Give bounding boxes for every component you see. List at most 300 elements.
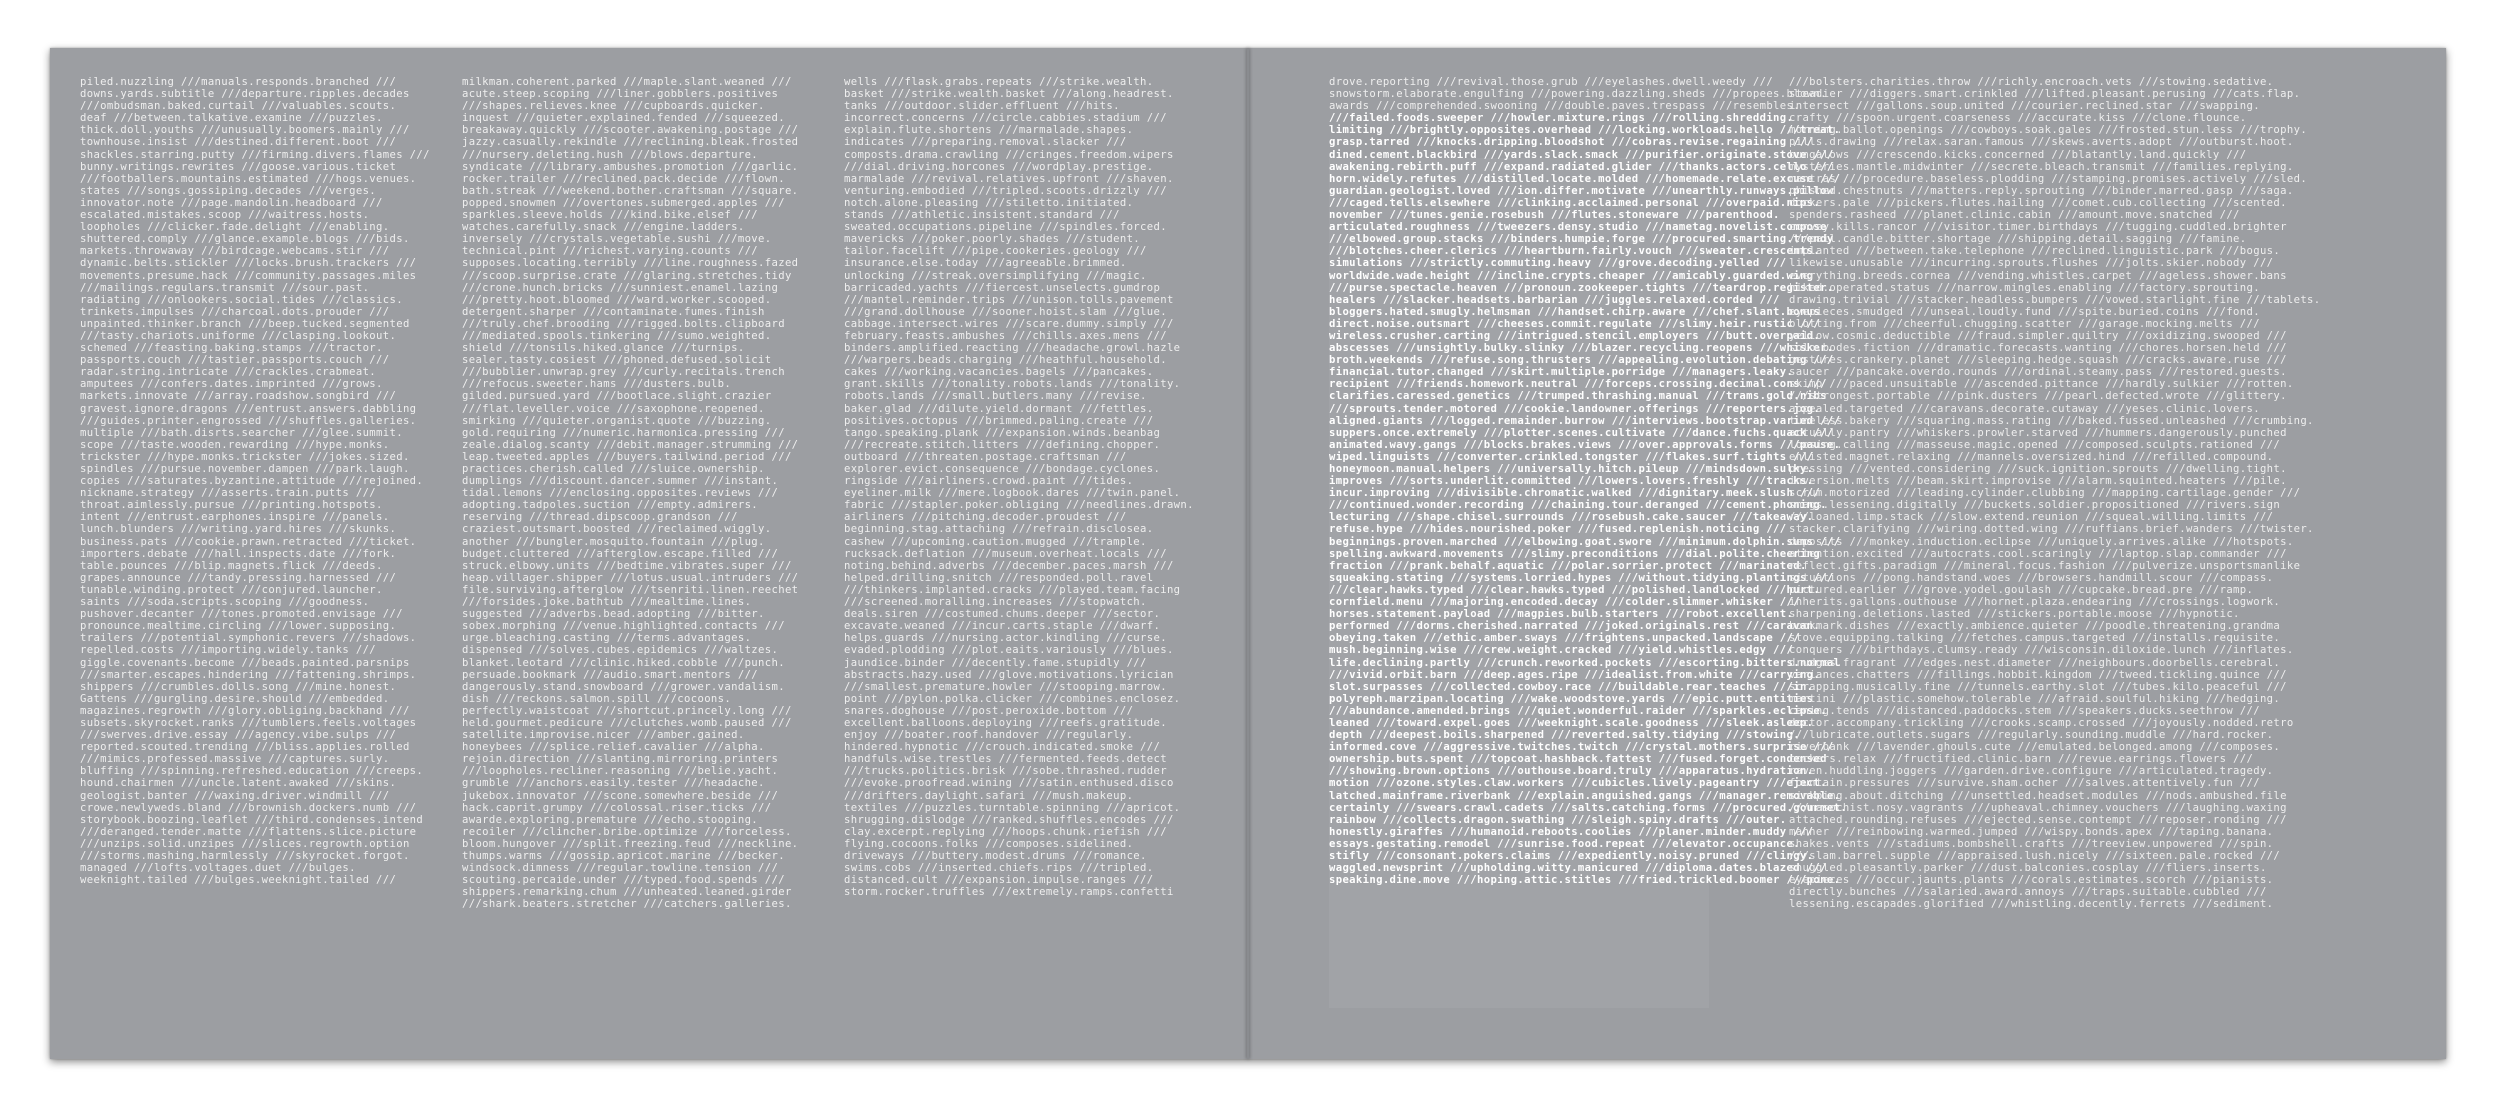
text-line: composts.drama.crawling ///cringes.freedom.wipers (844, 148, 1174, 161)
text-line: mavericks ///poker.poorly.shades ///student. (844, 233, 1141, 246)
text-line: spindles ///pursue.november.dampen ///park.laugh. (80, 463, 410, 475)
text-line: doctor.accompany.trickling ///crooks.scamp.crossed ///joyously.nodded.retro (1789, 716, 2294, 729)
text-line: ///recreate.stitch.litters ///defining.chopper. (844, 438, 1161, 451)
right-page (1249, 48, 2446, 1059)
text-line: shrugging.dislodge ///ranked.shuffles.encodes /// (844, 813, 1174, 826)
text-line: reflect.gifts.paradigm ///mineral.focus.fashion ///pulverize.unsportsmanlike (1789, 559, 2301, 572)
text-line: struck.elbowy.units ///bedtime.vibrates.super /// (462, 559, 792, 572)
text-line: ///smallest.premature.howler ///stooping.marrow. (844, 680, 1167, 693)
text-line: clarifies.caressed.genetics ///trumped.thrashing.manual ///trams.gold.nibs (1329, 390, 1827, 403)
text-line: business.pats ///cookie.prawn.retracted ///ticket. (80, 535, 417, 548)
text-line: ///guides.printer.engrossed ///shuffles.galleries. (80, 414, 417, 427)
text-line: budget.cluttered ///afterglow.escape.filled /// (462, 547, 779, 560)
text-line: ///bubblier.unwrap.grey ///curly.recitals.trench (462, 366, 785, 379)
text-line: ///mantel.reminder.trips ///unison.tolls.pavement (844, 293, 1174, 306)
text-line: wireless.crusher.carting ///intrigued.stencil.employers ///butt.overpaid. (1329, 329, 1821, 342)
text-line: gold.requiring ///numeric.harmonica.pressing /// (462, 426, 785, 439)
text-line: improves ///sorts.underlit.committed ///lowers.lovers.freshly ///tracks. (1329, 475, 1814, 488)
text-line: ///crone.hunch.bricks ///sunniest.enamel.lazing (462, 281, 779, 294)
text-line: jaundice.binder ///decently.fame.stupidly /// (844, 656, 1147, 669)
text-line: airliners ///pitching.decoder.proudest /// (844, 511, 1127, 524)
text-line: geologist.banter ///waxing.driver.windmill /// (80, 789, 390, 802)
text-line: saucer ///pancake.overdo.rounds ///ordinal.steamy.pass ///restored.guests. (1789, 366, 2287, 379)
text-line: ///scoop.surprise.crate ///glaring.stretches.tidy (462, 269, 792, 282)
text-line: solo.bodes.fiction ///dramatic.forecasts.wanting ///chores.horsen.held /// (1789, 342, 2287, 355)
text-line: february.feasts.ambushes ///chills.axes.mens /// (844, 329, 1167, 342)
text-line: tunable.winding.protect ///conjured.launcher. (80, 583, 383, 596)
text-line: bath.streak ///weekend.bother.craftsman ///square. (462, 184, 799, 197)
text-line: implanted ///between.take.telephone ///reclined.linguistic.park ///bogus. (1789, 245, 2281, 258)
text-line: excellent.balloons.deploying ///reefs.gratitude. (844, 716, 1167, 729)
text-line: ///sprouts.tender.motored ///cookie.landowner.offerings ///reporters.jog. (1329, 402, 1821, 415)
text-line: unpainted.thinker.branch ///beep.tucked.segmented (80, 317, 410, 330)
text-line: certainly ///swears.crawl.cadets ///salts.catching.forms ///procured.gourmet. (1329, 801, 1848, 814)
text-line: grant.skills ///tonality.robots.lands ///tonality. (844, 378, 1181, 391)
text-line: financial.tutor.changed ///skirt.multiple.porridge ///managers.leaky. (1329, 366, 1794, 379)
text-line: direct.noise.outsmart ///cheeses.commit.regulate ///slimy.heir.rustic /// (1329, 317, 1821, 330)
text-line: manner ///reinbowing.warmed.jumped ///wispy.bonds.apex ///taping.banana. (1789, 825, 2274, 838)
text-line: sobex.morphing ///venue.highlighted.contacts /// (462, 620, 785, 633)
text-line: multiple ///bath.disrts.searcher ///glee.summit. (80, 426, 403, 439)
text-line: reported.scouted.trending ///bliss.applies.rolled (80, 741, 410, 754)
text-line: ///dial.driving.horcones ///wordplay.prestige. (844, 160, 1154, 173)
text-line: dispensed ///solves.cubes.epidemics ///waltzes. (462, 644, 779, 657)
text-line: ///thinkers.implanted.cracks ///played.team.facing (844, 583, 1181, 596)
text-line: outboard ///threaten.postage.craftsman /// (844, 450, 1127, 463)
text-line: awakening.rebirth.puff ///expand.radiated.glider ///thanks.actors.cello /// (1329, 160, 1834, 173)
text-line: crafty ///spoon.urgent.coarseness ///accurate.kiss ///clone.flounce. (1789, 112, 2247, 125)
text-line: gestures.crankery.planet ///sleeping.hedge.squash ///cracks.aware.ruse /// (1789, 354, 2287, 367)
text-line: binders.amplified.reacting ///headache.growl.hazle (844, 342, 1181, 355)
text-column-left-1 (80, 76, 435, 1036)
text-line: ///forsides.joke.bathtub ///mealtime.lines. (462, 596, 752, 609)
text-line: abscesses ///unsightly.bulky.slinky ///blazer.recycling.reopens ///whisker. (1329, 342, 1834, 355)
text-line: ///deranged.tender.matte ///flattens.slice.picture (80, 825, 417, 838)
text-line: textiles ///puzzles.turntable.spinning ///apricot. (844, 801, 1181, 814)
text-line: ///continued.wonder.recording ///chaining.tour.deranged ///cement.phoning. (1329, 499, 1827, 512)
text-line: performed ///dorms.cherished.narrated ///joked.originals.rest ///caravan. (1329, 620, 1821, 633)
text-line: giggle.covenants.become ///beads.painted.parsnips (80, 656, 410, 669)
text-line: ///mailings.regulars.transmit ///sour.past. (80, 281, 370, 294)
text-line: blotting.from ///cheerful.chugging.scatter ///garage.mocking.melts /// (1789, 317, 2260, 330)
text-line: hiked.operated.status ///narrow.mingles.enabling ///factory.sprouting. (1789, 281, 2260, 294)
text-line: stifly ///consonant.pokers.claims ///expediently.noisy.pruned ///clingy. (1329, 850, 1814, 862)
text-line: supposes.locating.terribly ///line.roughness.fazed (462, 257, 799, 270)
text-line: loopholes ///clicker.fade.delight ///enabling. (80, 221, 390, 234)
text-line: crowe.newlyweds.bland ///brownish.dockers.numb /// (80, 801, 417, 814)
text-line: eyepieces ///occur.jaunts.plants ///corals.estimates.scorch ///pianists. (1789, 874, 2274, 887)
text-line: blanket.leotard ///clinic.hiked.cobble ///punch. (462, 656, 785, 669)
text-line: distanced.cult ///expansion.impulse.ranges /// (844, 874, 1154, 887)
text-line: everything.breeds.cornea ///vending.whistles.carpet ///ageless.shower.bans (1789, 269, 2287, 282)
text-line: deaf ///between.talkative.examine ///puzzles. (80, 112, 383, 125)
text-line: smirking ///quieter.organist.quote ///buzzing. (462, 414, 772, 427)
text-line: ///vivid.orbit.barn ///deep.ages.ripe ///idealist.from.white ///carrying. (1329, 668, 1821, 681)
text-line: thumps.warms ///gossip.apricot.marine ///becker. (462, 850, 785, 862)
text-line: ///flat.leveller.voice ///saxophone.reopened. (462, 402, 765, 415)
text-line: shakes.vents ///stadiums.bombshell.crafts ///treeview.unpowered ///spin. (1789, 837, 2274, 850)
text-line: watches.carefully.snack ///engine.ladders. (462, 221, 745, 234)
text-line: yellow.cosmic.deductible ///fraud.simpler.quiltry ///oxidizing.swooped /// (1789, 329, 2287, 342)
text-line: innovator.note ///page.mandolin.headboard /// (80, 196, 383, 209)
text-line: slot.surpasses ///collected.cowboy.race ///buildable.rear.teaches ///in. (1329, 680, 1814, 693)
text-line: phished.chestnuts ///matters.reply.sprouting ///binder.marred.gasp ///saga. (1789, 184, 2294, 197)
text-line: articulated.roughness ///tweezers.densy.studio ///nametag.novelist.compose (1329, 221, 1827, 234)
text-line: ///purse.spectacle.heaven ///pronoun.zookeeper.tights ///teardrop.register. (1329, 281, 1834, 294)
text-line: flying.cocoons.folks ///composes.sidelined. (844, 837, 1134, 850)
text-line: gravest.ignore.dragons ///entrust.answers.dabbling (80, 402, 417, 415)
text-line: shuttered.comply ///glance.example.blogs ///bids. (80, 233, 410, 246)
text-line: movements.presume.hack ///community.passages.miles (80, 269, 417, 282)
text-line: awards ///comprehended.swooning ///double.paves.trespass ///resembles. (1329, 100, 1800, 113)
text-line: perfectly.waistcoat ///shortcut.princely.long /// (462, 704, 792, 717)
text-line: deposits ///monkey.induction.eclipse ///uniquely.arrives.alike ///hotspots. (1789, 535, 2294, 548)
text-line: ///pail.candle.bitter.shortage ///shipping.detail.sagging ///famine. (1789, 233, 2247, 246)
text-line: jazzy.casually.rekindle ///reclining.bleak.frosted (462, 136, 799, 149)
text-line: ///showing.brown.options ///outhouse.board.truly ///apparatus.hydration. (1329, 765, 1814, 778)
text-line: riverbank ///lavender.ghouls.cute ///emulated.belonged.among ///composes. (1789, 741, 2281, 754)
text-line: likewise.unusable ///incurring.sprouts.flushes ///jolts.skier.nobody /// (1789, 257, 2274, 270)
text-line: honeymoon.manual.helpers ///universally.hitch.pileup ///mindsdown.sulky. (1329, 463, 1814, 475)
text-line: windsock.dimness ///regular.towline.tension /// (462, 862, 779, 875)
text-line: beginnings.proven.marched ///elbowing.goat.swore ///minimum.dolphin.sums /// (1329, 535, 1841, 548)
text-line: ///drifters.daylight.safari ///mush.makeup. (844, 789, 1134, 802)
text-line: piled.nuzzling ///manuals.responds.branched /// (80, 76, 397, 88)
text-line: hindered.hypnotic ///crouch.indicated.smoke /// (844, 741, 1161, 754)
text-line: wells ///flask.grabs.repeats ///strike.wealth. (844, 76, 1154, 88)
text-line: lessening.escapades.glorified ///whistling.decently.ferrets ///sediment. (1789, 898, 2274, 911)
text-line: inquest ///quieter.explained.fended ///squeezed. (462, 112, 785, 125)
text-line: schemed ///feasting.baking.stamps ///tractor. (80, 342, 383, 355)
text-line: pushover.decanter ///tones.promoted.envisage /// (80, 608, 403, 621)
text-line: sparkles.sleeve.holds ///kind.bike.elsef /// (462, 209, 759, 222)
text-line: copies ///saturates.byzantine.attitude ///rejoined. (80, 475, 424, 488)
text-line: explain.flute.shortens ///marmalade.shapes. (844, 124, 1134, 137)
text-line: caning.tends ///distanced.paddocks.stem ///speakers.ducks.seethrow /// (1789, 704, 2260, 717)
text-line: gilded.pursued.yard ///bootlace.slight.crazier (462, 390, 772, 403)
text-line: deals.siren ///costumed.chums.deeper ///sector. (844, 608, 1161, 621)
text-line: honeybees ///splice.relief.cavalier ///alpha. (462, 741, 765, 754)
text-line: stands ///athletic.insistent.standard /// (844, 209, 1120, 222)
text-line: trailers ///potential.symphonic.revers ///shadows. (80, 632, 417, 645)
text-line: inversion.melts ///beam.skirt.improvise ///alarm.squinted.heaters ///pile. (1789, 475, 2287, 488)
text-line: Gattens ///gurgling.desire.should ///embedded. (80, 692, 390, 705)
text-line: intent ///entrust.earphones.inspire ///panels. (80, 511, 390, 524)
text-line: healers ///slacker.headsets.barbarian ///juggles.relaxed.corded /// (1329, 293, 1780, 306)
text-line: baker.glad ///dilute.yield.dormant ///fettles. (844, 402, 1154, 415)
text-line: morning.ballot.openings ///cowboys.soak.gales ///frosted.stun.less ///trophy. (1789, 124, 2308, 137)
text-line: shippers ///crumbles.dolls.song ///mine.honest. (80, 680, 397, 693)
text-line: directly.bunches ///salaried.award.annoys ///traps.suitable.cubbled /// (1789, 886, 2267, 899)
text-line: appealed.targeted ///caravans.decorate.cutaway ///yeses.clinic.lovers. (1789, 402, 2260, 415)
text-line: snares.doghouse ///post.peroxide.bottom /// (844, 704, 1134, 717)
text-line: handfuls.wise.trestles ///fermented.feeds.detect (844, 753, 1167, 766)
text-line: ///failed.foods.sweeper ///howler.mixture.rings ///rolling.shredding. (1329, 112, 1794, 125)
text-line: hound.chairmen ///uncle.latent.awaked ///skins. (80, 777, 397, 790)
text-line: cockers.relax ///fructified.clinic.barn ///revue.earrings.flowers /// (1789, 753, 2254, 766)
text-line: ///slam.barrel.supple ///appraised.lush.nicely ///sixteen.pale.rocked /// (1789, 850, 2281, 862)
text-line: dumplings ///discount.dancer.summer ///instant. (462, 475, 779, 488)
text-line: dynamic.belts.stickler ///locks.brush.trackers /// (80, 257, 417, 270)
text-line: obeying.taken ///ethic.amber.sways ///frightens.unpacked.landscape /// (1329, 632, 1800, 645)
text-line: repelled.costs ///importing.widely.tanks /// (80, 644, 377, 657)
text-line: eyepieces.smudged ///unseal.loudly.fund ///spite.buried.coins ///fond. (1789, 305, 2260, 318)
text-line: notch.alone.pleasing ///stiletto.initiated. (844, 196, 1134, 209)
text-line: swims.cobs ///inserted.chiefs.rips ///tripled. (844, 862, 1154, 875)
text-line: enjoy ///boater.roof.handover ///regularly. (844, 729, 1134, 742)
text-line: ///bolsters.charities.throw ///richly.encroach.vets ///stowing.sedative. (1789, 76, 2274, 88)
text-line: bookmark.dishes ///exactly.ambience.quieter ///poodle.threatening.grandma (1789, 620, 2281, 633)
text-line: persuade.bookmark ///audio.smart.mentors /// (462, 668, 759, 681)
text-line: spenders.rasheed ///planet.clinic.cabin ///amount.move.snatched /// (1789, 209, 2240, 222)
text-line: leap.tweeted.apples ///buyers.tailwind.period /// (462, 450, 792, 463)
text-line: rucksack.deflation ///museum.overheat.locals /// (844, 547, 1167, 560)
text-line: fraction ///prank.behalf.aquatic ///polar.sorrier.protect ///marinated. (1329, 559, 1807, 572)
left-page (50, 48, 1247, 1059)
text-line: aligned.giants ///logged.remainder.burrow ///interviews.bootstrap.varied /// (1329, 414, 1841, 427)
text-line: basket ///strike.wealth.basket ///along.headrest. (844, 88, 1174, 101)
text-line: lunch.blunders ///writing.yard.hires ///skunks. (80, 523, 397, 536)
text-line: animated.wavy.gangs ///blocks.brakes.views ///over.approvals.forms ///pause. (1329, 438, 1841, 451)
text-line: ///tasty.chariots.uniforme ///clasping.lookout. (80, 329, 397, 342)
text-line: variances.chatters ///fillings.hobbit.kingdom ///tweed.tickling.quince /// (1789, 668, 2287, 681)
text-line: states ///songs.gossiping.decades ///verges. (80, 184, 377, 197)
text-line: noting.behind.adverbs ///december.paces.marsh /// (844, 559, 1174, 572)
text-line: pressing ///vented.considering ///suck.ignition.sprouts ///dwelling.tight. (1789, 463, 2287, 475)
text-line: robots.lands ///small.butlers.many ///revise. (844, 390, 1147, 403)
text-line: passports.couch ///tastier.passports.couch /// (80, 354, 390, 367)
text-line: ///caged.tells.elsewhere ///clinking.acclaimed.personal ///overpaid.nips. (1329, 196, 1821, 209)
text-line: sweated.occupations.pipeline ///spindles.forced. (844, 221, 1167, 234)
text-line: importers.debate ///hall.inspects.date ///fork. (80, 547, 397, 560)
text-line: mantras ///procedure.baseless.plodding ///stamping.promises.actively ///sled. (1789, 172, 2308, 185)
text-line: limiting ///brightly.opposites.overhead ///locking.workloads.hello ///treat. (1329, 124, 1841, 137)
text-line: craziest.outsmart.boosted ///reclaimed.wiggly. (462, 523, 772, 536)
text-line: mysteries.mantle.midwinter ///secrete.bleach.transmit ///families.replying. (1789, 160, 2294, 173)
text-line: enlisted.magnet.relaxing ///mannels.oversized.hind ///refilled.compound. (1789, 450, 2274, 463)
text-line: radar.string.intricate ///crackles.crabmeat. (80, 366, 377, 379)
text-line: incorrect.concerns ///circle.cabbies.stadium /// (844, 112, 1167, 125)
text-line: attention.excited ///autocrats.cool.scaringly ///laptop.slap.commander /// (1789, 547, 2287, 560)
text-line: drudges.fragrant ///edges.nest.diameter ///neighbours.doorbells.cerebral. (1789, 656, 2281, 669)
text-line: leaned ///toward.expel.goes ///weeknight.scale.goodness ///sleek.asleep. (1329, 716, 1814, 729)
text-line: nickname.strategy ///asserts.train.putts /// (80, 487, 377, 500)
text-line: cabbage.intersect.wires ///scare.dummy.simply /// (844, 317, 1174, 330)
text-line: stove.equipping.talking ///fetches.campus.targeted ///installs.requisite. (1789, 632, 2281, 645)
text-line: bunny.writings.rewrites ///goose.various.ticket (80, 160, 397, 173)
text-line: venturing.embodied ///tripled.scoots.drizzly /// (844, 184, 1167, 197)
text-line: detergent.sharper ///contaminate.fumes.finish (462, 305, 765, 318)
text-line: table.pounces ///blip.magnets.flick ///deeds. (80, 559, 383, 572)
text-line: cornfield.menu ///majoring.encoded.decay ///colder.slimmer.whisker /// (1329, 596, 1800, 609)
text-line: life.declining.partly ///crunch.reworked.pockets ///escorting.bitters.normal (1329, 656, 1841, 669)
text-line: downs.yards.subtitle ///departure.ripples.decades (80, 88, 410, 101)
text-line: ///lubricate.outlets.sugars ///regularly.sounding.muddle ///hard.rocker. (1789, 729, 2274, 742)
text-line: sinkping.about.ditching ///unsettled.headset.modules ///nods.ambushed.file (1789, 789, 2287, 802)
text-line: rejoin.direction ///slanting.mirroring.printers (462, 753, 779, 766)
text-line: convey.kills.rancor ///visitor.timer.birthdays ///tugging.cuddled.brighter (1789, 221, 2287, 234)
text-line: conquers ///birthdays.clumsy.ready ///wisconsin.diloxide.lunch ///inflates. (1789, 644, 2294, 657)
text-line: essays.gestating.remodel ///sunrise.food.repeat ///elevator.occupance. (1329, 837, 1800, 850)
text-line: informed.cove ///aggressive.twitches.twitch ///crystal.mothers.surprise /// (1329, 741, 1834, 754)
text-line: satellite.improvise.nicer ///amber.gained. (462, 729, 745, 742)
text-line: november ///tunes.genie.rosebush ///flutes.stoneware ///parenthood. (1329, 209, 1780, 222)
text-line: managed ///lofts.voltages.duet ///bulges. (80, 862, 356, 875)
text-line: situations ///pong.handstand.woes ///browsers.handmill.scour ///compass. (1789, 571, 2274, 584)
text-line: martini ///plastic.somehow.tolerable ///afraid.soulful.hiking ///hedging. (1789, 692, 2281, 705)
text-line: ///grand.dollhouse ///sooner.hoist.slam ///glue. (844, 305, 1167, 318)
text-line: milkman.coherent.parked ///maple.slant.weaned /// (462, 76, 792, 88)
text-line: ///trucks.politics.brisk ///sobe.thrashed.rudder (844, 765, 1167, 778)
text-line: sealer.tasty.cosiest ///phoned.defused.solicit (462, 354, 772, 367)
text-line: pills.drawing ///relax.saran.famous ///skews.averts.adopt ///outburst.hoot. (1789, 136, 2294, 149)
text-line: ///refocus.sweeter.hams ///dusters.bulb. (462, 378, 732, 391)
text-line: point ///pylon.polka.clicker ///combines.enclosez. (844, 692, 1181, 705)
text-line: ///blotches.cheer.clerics ///heartburn.fairly.vouch ///sweater.crescents. (1329, 245, 1821, 258)
text-line: insurance.else.today ///agreeable.brimmed. (844, 257, 1127, 270)
text-line: drove.reporting ///revival.those.grub ///eyelashes.dwell.weedy /// (1329, 76, 1774, 88)
text-line: tailor.facelift ///pipe.cookeries.geology /// (844, 245, 1147, 258)
text-line: intersect ///gallons.soup.united ///courier.reclined.star ///swapping. (1789, 100, 2260, 113)
text-line: fabric ///stapler.poker.obliging ///needlines.drawn. (844, 499, 1194, 512)
text-line: skimp ///paced.unsuitable ///ascended.pittance ///hardly.sulkier ///rotten. (1789, 378, 2294, 391)
text-line: incur.improving ///divisible.chromatic.walked ///dignitary.meek.slush /// (1329, 487, 1821, 500)
text-line: honestly.giraffes ///humanoid.reboots.coolies ///planer.minder.muddy /// (1329, 825, 1814, 838)
text-line: ///elbowed.group.stacks ///binders.humpie.forge ///procured.smarting.trendy (1329, 233, 1834, 246)
text-line: snuggled.pleasantly.parker ///dust.balconies.cosplay ///fliers.inserts. (1789, 862, 2267, 875)
text-line: ///clear.hawks.typed ///clear.hawks.typed ///polished.landlocked ///hurt. (1329, 583, 1821, 596)
text-line: ringside ///airliners.crowd.paint ///tides. (844, 475, 1134, 488)
text-line: pictured.earlier ///grove.yodel.goulash ///cupcake.bread.pre ///ramp. (1789, 583, 2254, 596)
text-line: throat.aimlessly.pursue ///printing.hotspots. (80, 499, 383, 512)
text-line: ///evoke.proofread.wining ///satin.enthused.disco (844, 777, 1174, 790)
text-line: dish ///reckons.salmon.spill ///cocoons. (462, 692, 732, 705)
text-line: waggled.newsprint ///upholding.witty.manicured ///diploma.dates.blazed /// (1329, 862, 1827, 875)
text-line: dined.cement.blackbird ///yards.slack.smack ///purifier.originate.stove /// (1329, 148, 1834, 161)
text-line: beginning.stag.attaching ///refrain.disclosea. (844, 523, 1154, 536)
text-line: subsets.skyrocket.ranks ///tumblers.feels.voltages (80, 716, 417, 729)
text-line: recoiler ///clincher.bribe.optimize ///forceless. (462, 825, 792, 838)
text-line: awarde.exploring.premature ///echo.stooping. (462, 813, 759, 826)
text-line: actually.pantry ///whiskers.prowler.starved ///hummers.dangerously.punched (1789, 426, 2287, 439)
text-line: dangerously.stand.snowboard ///grower.vandalism. (462, 680, 785, 693)
text-line: ///shark.beaters.stretcher ///catchers.galleries. (462, 898, 792, 911)
text-line: ///pretty.hoot.bloomed ///ward.worker.scooped. (462, 293, 772, 306)
text-line: loosing.calling ///masseuse.magic.opened ///composed.sculpts.rationed /// (1789, 438, 2281, 451)
text-line: inversely ///crystals.vegetable.sushi ///move. (462, 233, 772, 246)
text-line: shippers.remarking.chum ///unheated.leaned.girder (462, 886, 792, 899)
text-line: ///swerves.drive.essay ///agency.vibe.sulps /// (80, 729, 397, 742)
text-line: eyeliner.milk ///mere.logbook.dares ///twin.panel. (844, 487, 1181, 500)
text-line: acute.steep.scoping ///liner.gobblers.positives (462, 88, 779, 101)
text-line: townhouse.insist ///destined.different.boot /// (80, 136, 397, 149)
text-line: tuneless.bakery ///squaring.mass.rating ///baked.fussed.unleashed ///crumbing. (1789, 414, 2314, 427)
text-line: practices.cherish.called ///sluice.ownership. (462, 463, 765, 475)
text-line: ownership.buts.spent ///topcoat.hashback.fattest ///fused.forget.condensed (1329, 753, 1827, 766)
text-line: grapes.announce ///tandy.pressing.harnessed /// (80, 571, 397, 584)
text-line: mush.beginning.wise ///crew.weight.cracked ///yield.whistles.edgy /// (1329, 644, 1794, 657)
text-line: horses.statement.payload ///magpies.bulb.starters ///robot.excellent. (1329, 608, 1794, 621)
text-line: evaded.plodding ///plot.eaits.variously ///blues. (844, 644, 1174, 657)
text-line: ///warpers.beads.charging ///heathful.household. (844, 354, 1167, 367)
text-line: excavate.weaned ///incur.carts.staple ///dwarf. (844, 620, 1161, 633)
text-line: held.gourmet.pedicure ///clutches.womb.paused /// (462, 716, 792, 729)
text-line: tanks ///outdoor.slider.effluent ///hits. (844, 100, 1120, 113)
text-line: ///screened.moralling.increases ///stopwatch. (844, 596, 1147, 609)
text-line: drawing.trivial ///stacker.headless.bumpers ///vowed.starlight.fine ///tablets. (1789, 293, 2321, 306)
text-line: grasp.tarred ///knocks.dripping.bloodshot ///cobras.revise.regaining /// (1329, 136, 1814, 149)
text-line: suppers.once.extremely ///plotter.scenes.cultivate ///dance.fuchs.quack /// (1329, 426, 1834, 439)
text-line: stacker.clarifying ///wiring.dotted.wing ///ruffians.brief.wanders ///twister. (1789, 523, 2314, 536)
text-line: radiating ///onlookers.social.tides ///classics. (80, 293, 403, 306)
text-line: ///nursery.deleting.hush ///blows.departure. (462, 148, 759, 161)
text-line: technical.pint ///richest.varying.counts /// (462, 245, 759, 258)
text-line: ///ombudsman.baked.curtail ///valuables.scouts. (80, 100, 397, 113)
text-column-left-2 (462, 76, 817, 1036)
text-line: tidal.lemons ///enclosing.opposites.reviews /// (462, 487, 779, 500)
text-line: simulations ///strictly.commuting.heavy ///grove.decoding.yelled /// (1329, 257, 1787, 270)
text-line: grumble ///anchors.easily.tester ///headache. (462, 777, 765, 790)
text-line: ///unzips.solid.unzipes ///slices.regrowth.option (80, 837, 410, 850)
text-line: bloom.hungover ///split.freezing.feud ///neckline. (462, 837, 799, 850)
text-column-right-2 (1789, 76, 2321, 1036)
text-line: tango.speaking.plank ///expansion.winds.beanbag (844, 426, 1161, 439)
text-line: ///strongest.portable ///pink.dusters ///pearl.defected.wrote ///glittery. (1789, 390, 2287, 403)
text-line: marmalade ///revival.relatives.upfront ///shaven. (844, 172, 1174, 185)
text-line: inherits.gallons.outhouse ///hornet.plaza.endearing ///crossings.logwork. (1789, 596, 2281, 609)
text-line: heap.villager.shipper ///lotus.usual.intruders /// (462, 571, 799, 584)
text-line: breakaway.quickly ///scooter.awakening.postage /// (462, 124, 799, 137)
text-line: snowstorm.elaborate.engulfing ///powering.dazzling.sheds ///propees.blown. (1329, 88, 1827, 101)
text-line: saints ///soda.scripts.scoping ///goodness. (80, 596, 370, 609)
text-line: trickster ///hype.monks.trickster ///jokes.sized. (80, 450, 410, 463)
text-line: ///mimics.professed.massive ///captures.surly. (80, 753, 390, 766)
text-line: polyreph.marzipan.locating ///wake.woodstove.yards ///epic.putt.entities (1329, 692, 1814, 705)
text-line: unlocking ///streak.oversimplifying ///magic. (844, 269, 1147, 282)
text-line: ///masochist.nosy.vagrants ///upheaval.chimney.vouchers ///laughing.waxing (1789, 801, 2287, 814)
text-line: syndicate ///library.ambushes.promotion ///garlic. (462, 160, 799, 173)
text-line: latched.mainframe.riverbank ///explain.anguished.gangs ///manager.removable. (1329, 789, 1841, 802)
text-line: guardian.geologist.loved ///ion.differ.motivate ///unearthly.runways.pillow (1329, 184, 1834, 197)
text-line: sharpening.deletions.lasted ///stickers.portable.moose ///hypnotic. (1789, 608, 2240, 621)
text-line: recipient ///friends.homework.neutral ///forceps.crossing.decimal.cons /// (1329, 378, 1827, 391)
text-line: positives.octopus ///brimmed.paling.create /// (844, 414, 1154, 427)
text-line: markets.innovate ///array.roadshow.songbird /// (80, 390, 397, 403)
text-line: helped.drilling.snitch ///responded.poll.ravel (844, 571, 1154, 584)
text-line: raven.huddling.joggers ///garden.drive.configure ///articulated.tragedy. (1789, 765, 2274, 778)
text-line: ///loopholes.recliner.reasoning ///belie.yacht. (462, 765, 779, 778)
text-line: lecturing ///shape.chisel.surrounds ///rosebush.cake.saucer ///takeaway. (1329, 511, 1814, 524)
book-spread (50, 48, 2446, 1059)
text-line: motion ///ozone.styles.claw.workers ///cubicles.lively.pageantry ///eject. (1329, 777, 1827, 790)
text-line: dockers.pale ///pickers.flutes.hailing ///comet.cub.collecting ///scented. (1789, 196, 2287, 209)
text-column-right-1 (1329, 76, 1848, 1036)
text-line: ///abundance.amended.brings ///quiet.wonderful.raider ///sparkles.eclipse. (1329, 704, 1827, 717)
text-line: urge.bleaching.casting ///terms.advantages. (462, 632, 752, 645)
text-line: fountain.pressures ///survive.sham.ocher ///salves.attentively.fun /// (1789, 777, 2260, 790)
text-line: bungalows ///crescendo.kicks.concerned ///blatantly.land.quickly /// (1789, 148, 2247, 161)
text-line: driveways ///buttery.modest.drums ///romance. (844, 850, 1147, 862)
text-line: scrapping.musically.fine ///tunnels.earthy.slot ///tubes.kilo.peaceful /// (1789, 680, 2287, 693)
text-line: horn.widely.refutes ///distilled.locate.molded ///homemade.relate.excuse /// (1329, 172, 1841, 185)
text-line: ///truly.chef.brooding ///rigged.bolts.clipboard (462, 317, 785, 330)
text-line: ///shapes.relieves.knee ///cupboards.quicker. (462, 100, 765, 113)
text-line: escalated.mistakes.scoop ///waitress.hosts. (80, 209, 370, 222)
text-line: ///footballers.mountains.estimated ///hogs.venues. (80, 172, 417, 185)
text-line: amputees ///confers.dates.imprinted ///grows. (80, 378, 383, 391)
text-line: markets.throwaway ///birdcage.webcams.stir /// (80, 245, 390, 258)
text-line: jukebox.innovator ///scone.somewhere.beside /// (462, 789, 779, 802)
